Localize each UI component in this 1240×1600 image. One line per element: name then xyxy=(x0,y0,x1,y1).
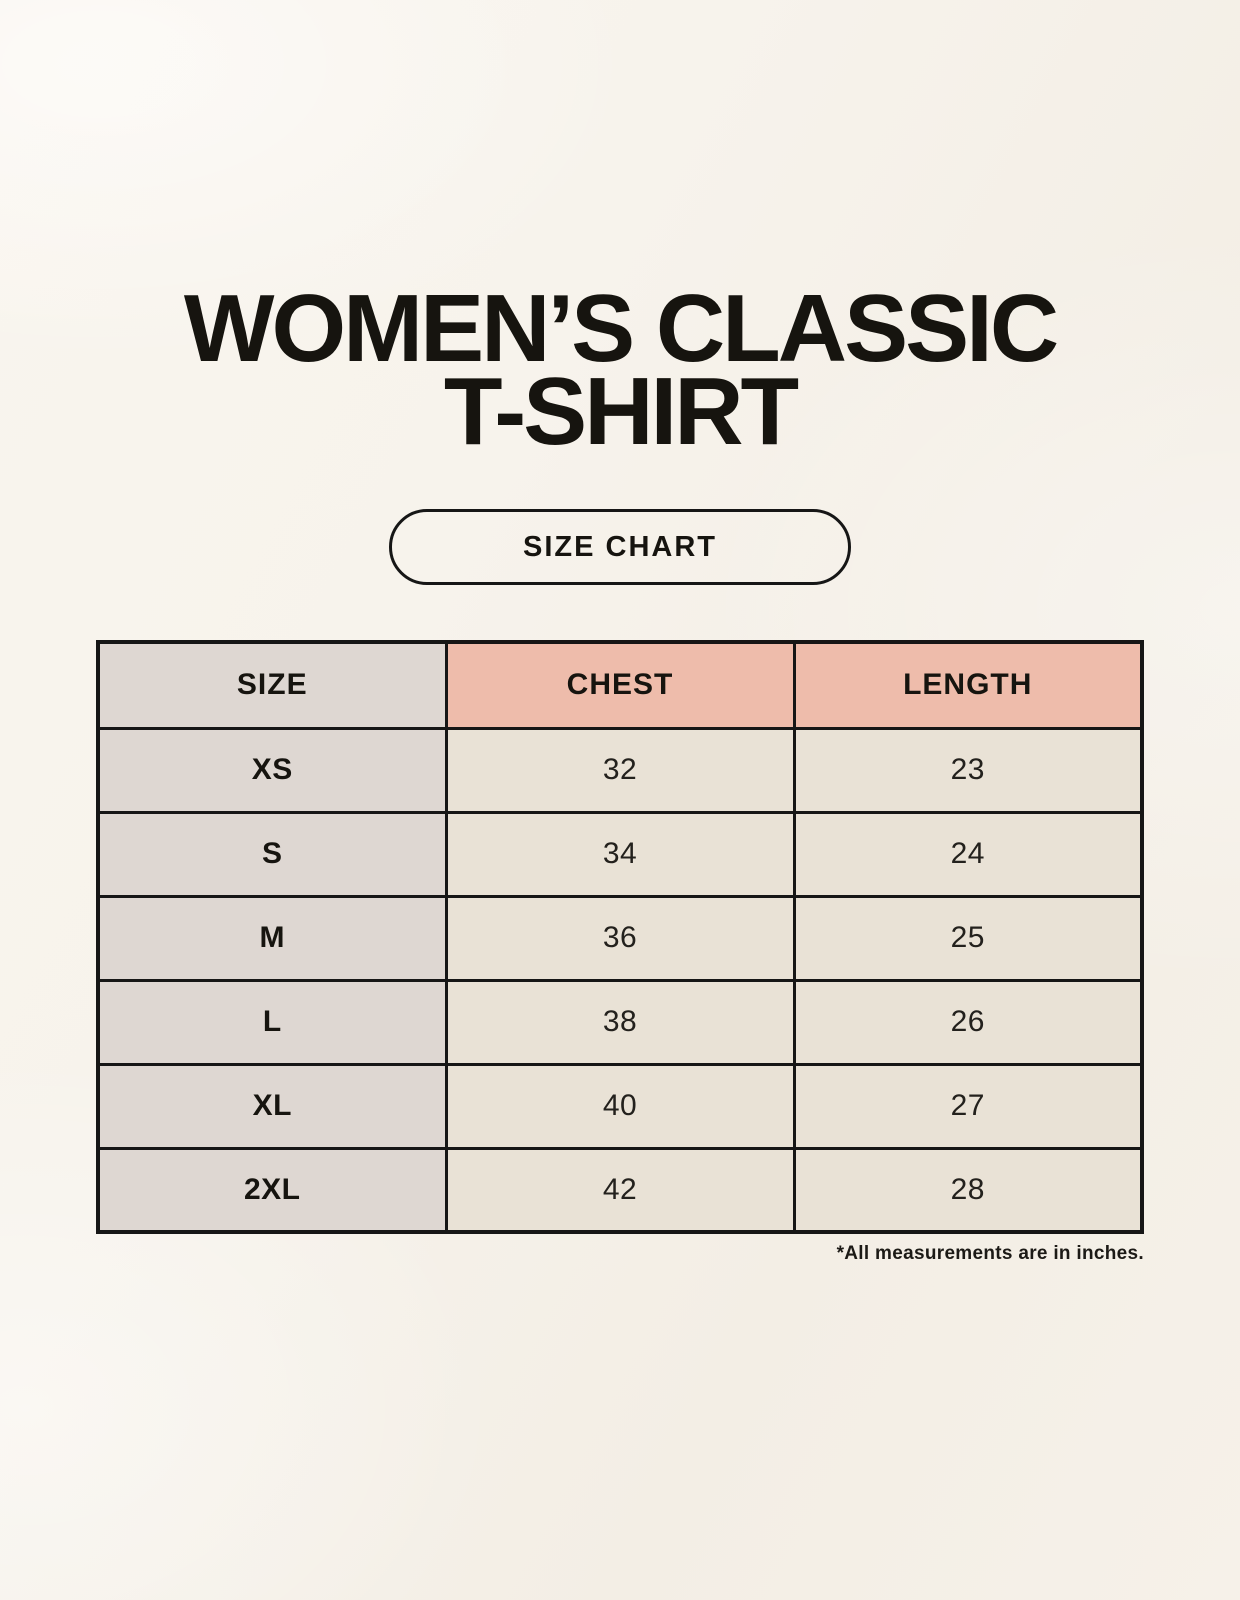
chest-value: 38 xyxy=(446,980,794,1064)
measurements-footnote: *All measurements are in inches. xyxy=(836,1243,1144,1265)
header-cell-size: SIZE xyxy=(98,642,446,728)
table-row-s xyxy=(98,812,1142,896)
size-chart-button[interactable] xyxy=(389,509,851,585)
page-title-line2: T-SHIRT xyxy=(443,357,797,465)
chest-value: 42 xyxy=(446,1148,794,1232)
length-value: 23 xyxy=(794,728,1142,812)
size-table-container xyxy=(96,640,1144,1265)
size-label: XS xyxy=(98,728,446,812)
table-row-xl xyxy=(98,1064,1142,1148)
size-label: XL xyxy=(98,1064,446,1148)
length-value: 26 xyxy=(794,980,1142,1064)
length-value: 27 xyxy=(794,1064,1142,1148)
length-value: 25 xyxy=(794,896,1142,980)
size-table-header-row xyxy=(98,642,1142,728)
size-label: M xyxy=(98,896,446,980)
chest-value: 32 xyxy=(446,728,794,812)
page-title-line1: WOMEN’S CLASSIC xyxy=(183,275,1057,382)
table-row-m xyxy=(98,896,1142,980)
header-cell-length: LENGTH xyxy=(794,642,1142,728)
chest-value: 40 xyxy=(446,1064,794,1148)
header-cell-chest: CHEST xyxy=(446,642,794,728)
page-title xyxy=(0,275,1240,465)
size-label: 2XL xyxy=(98,1148,446,1232)
length-value: 24 xyxy=(794,812,1142,896)
chest-value: 36 xyxy=(446,896,794,980)
size-chart-button-label: SIZE CHART xyxy=(523,530,717,563)
size-label: S xyxy=(98,812,446,896)
size-label: L xyxy=(98,980,446,1064)
length-value: 28 xyxy=(794,1148,1142,1232)
size-table xyxy=(96,640,1144,1234)
chest-value: 34 xyxy=(446,812,794,896)
table-row-2xl xyxy=(98,1148,1142,1232)
table-row-xs xyxy=(98,728,1142,812)
table-row-l xyxy=(98,980,1142,1064)
